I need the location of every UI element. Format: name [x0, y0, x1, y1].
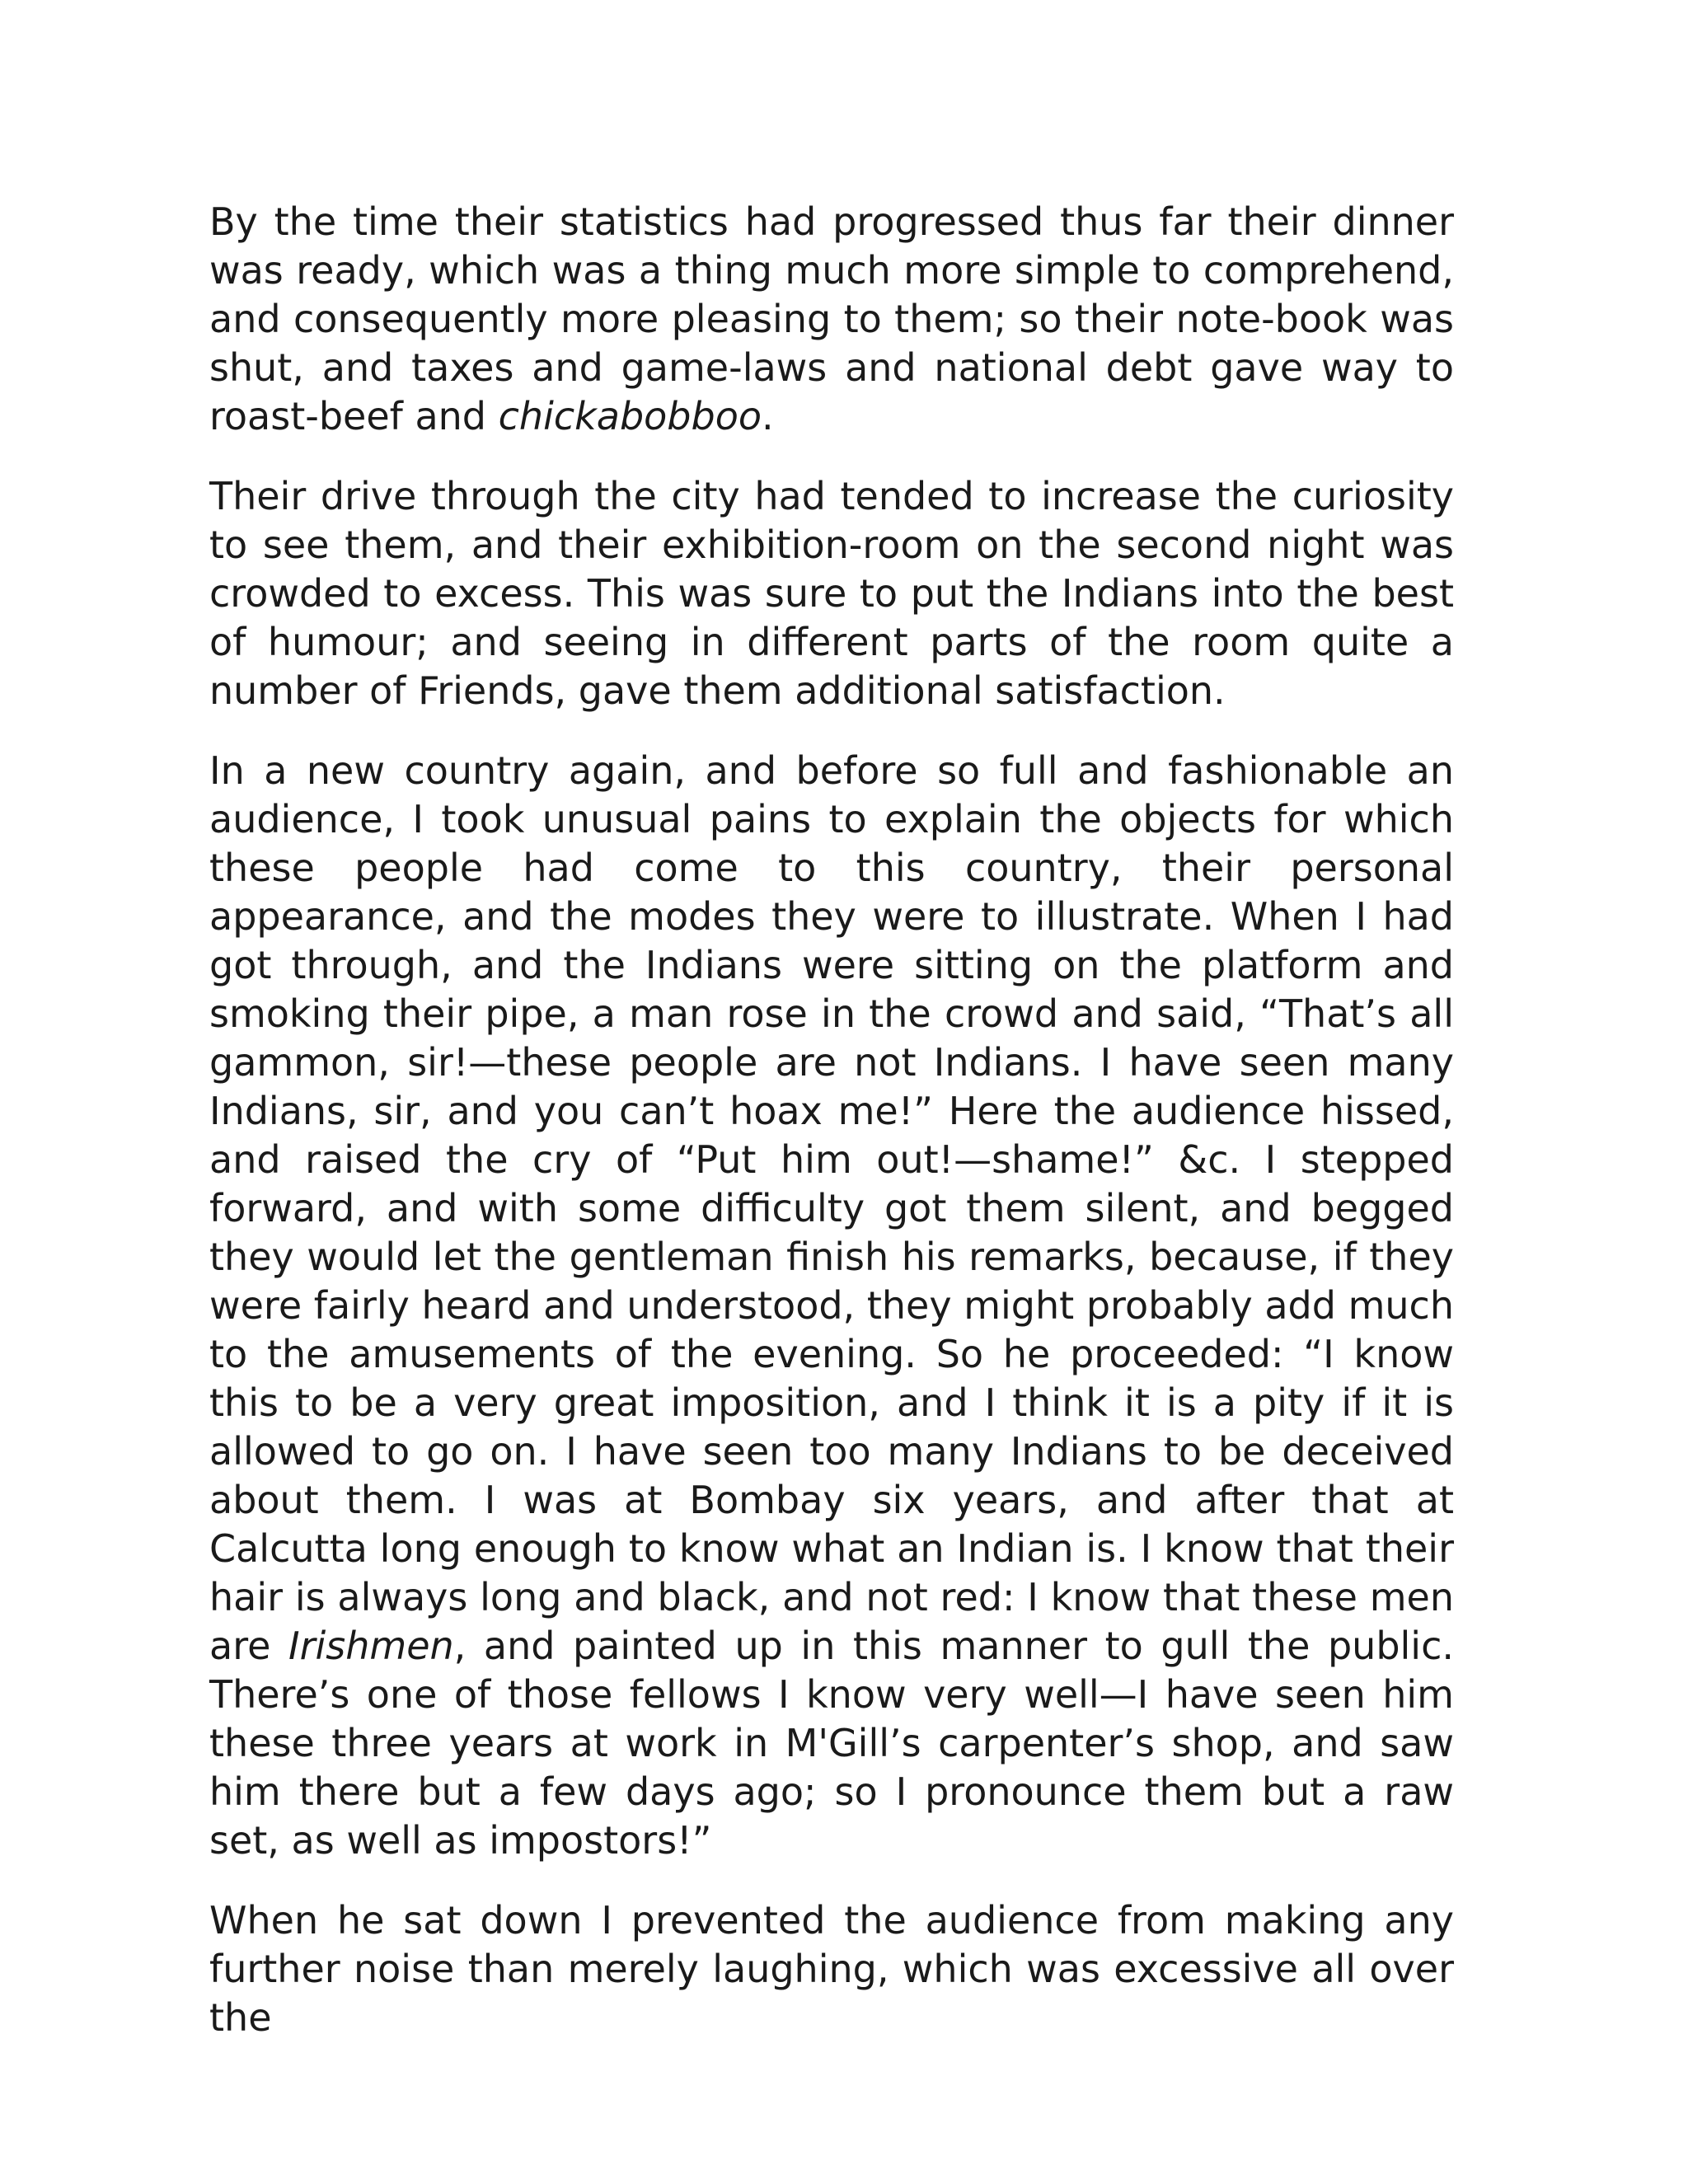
paragraph-text: Their drive through the city had tended to increase the curiosity to see them, and their exhibition-room on the second night was crowded to excess. This was sure to put the Indians into the best of humour; and seeing in different parts of the room quite a number of Friends, gave them additional satisfaction.: [209, 474, 1454, 713]
document-page: [209, 198, 1454, 2074]
paragraph-text: , and painted up in this manner to gull the public. There’s one of those fellows I know very well—I have seen him these three years at work in M'Gill’s carpenter’s shop, and saw him there but a few days ago; so I pronounce them but a raw set, as well as impostors!”: [209, 1624, 1454, 1863]
italic-term: Irishmen: [288, 1624, 454, 1668]
italic-term: chickabobboo: [498, 394, 762, 438]
paragraph-3: [209, 747, 1454, 1865]
paragraph-text: In a new country again, and before so full and fashionable an audience, I took unusual pains to explain the objects for which these people had come to this country, their personal appearance, and the modes they were to illustrate. When I had got through, and the Indians were sitting on the platform and smoking their pipe, a man rose in the crowd and said, “That’s all gammon, sir!—these people are not Indians. I have seen many Indians, sir, and you can’t hoax me!” Here the audience hissed, and raised the cry of “Put him out!—shame!” &c. I stepped forward, and with some difficulty got them silent, and begged they would let the gentleman finish his remarks, because, if they were fairly heard and understood, they might probably add much to the amusements of the evening. So he proceeded: “I know this to be a very great imposition, and I think it is a pity if it is allowed to go on. I have seen too many Indians to be deceived about them. I was at Bombay six years, and after that at Calcutta long enough to know what an Indian is. I know that their hair is always long and black, and not red: I know that these men are: [209, 748, 1454, 1668]
paragraph-2: [209, 472, 1454, 715]
paragraph-4: [209, 1896, 1454, 2042]
paragraph-text: .: [762, 394, 774, 438]
paragraph-1: [209, 198, 1454, 441]
paragraph-text: By the time their statistics had progressed thus far their dinner was ready, which was a thing much more simple to comprehend, and consequently more pleasing to them; so their note-book was shut, and taxes and game-laws and national debt gave way to roast-beef and: [209, 199, 1454, 438]
paragraph-text: When he sat down I prevented the audience from making any further noise than merely laughing, which was excessive all over the: [209, 1898, 1454, 2040]
